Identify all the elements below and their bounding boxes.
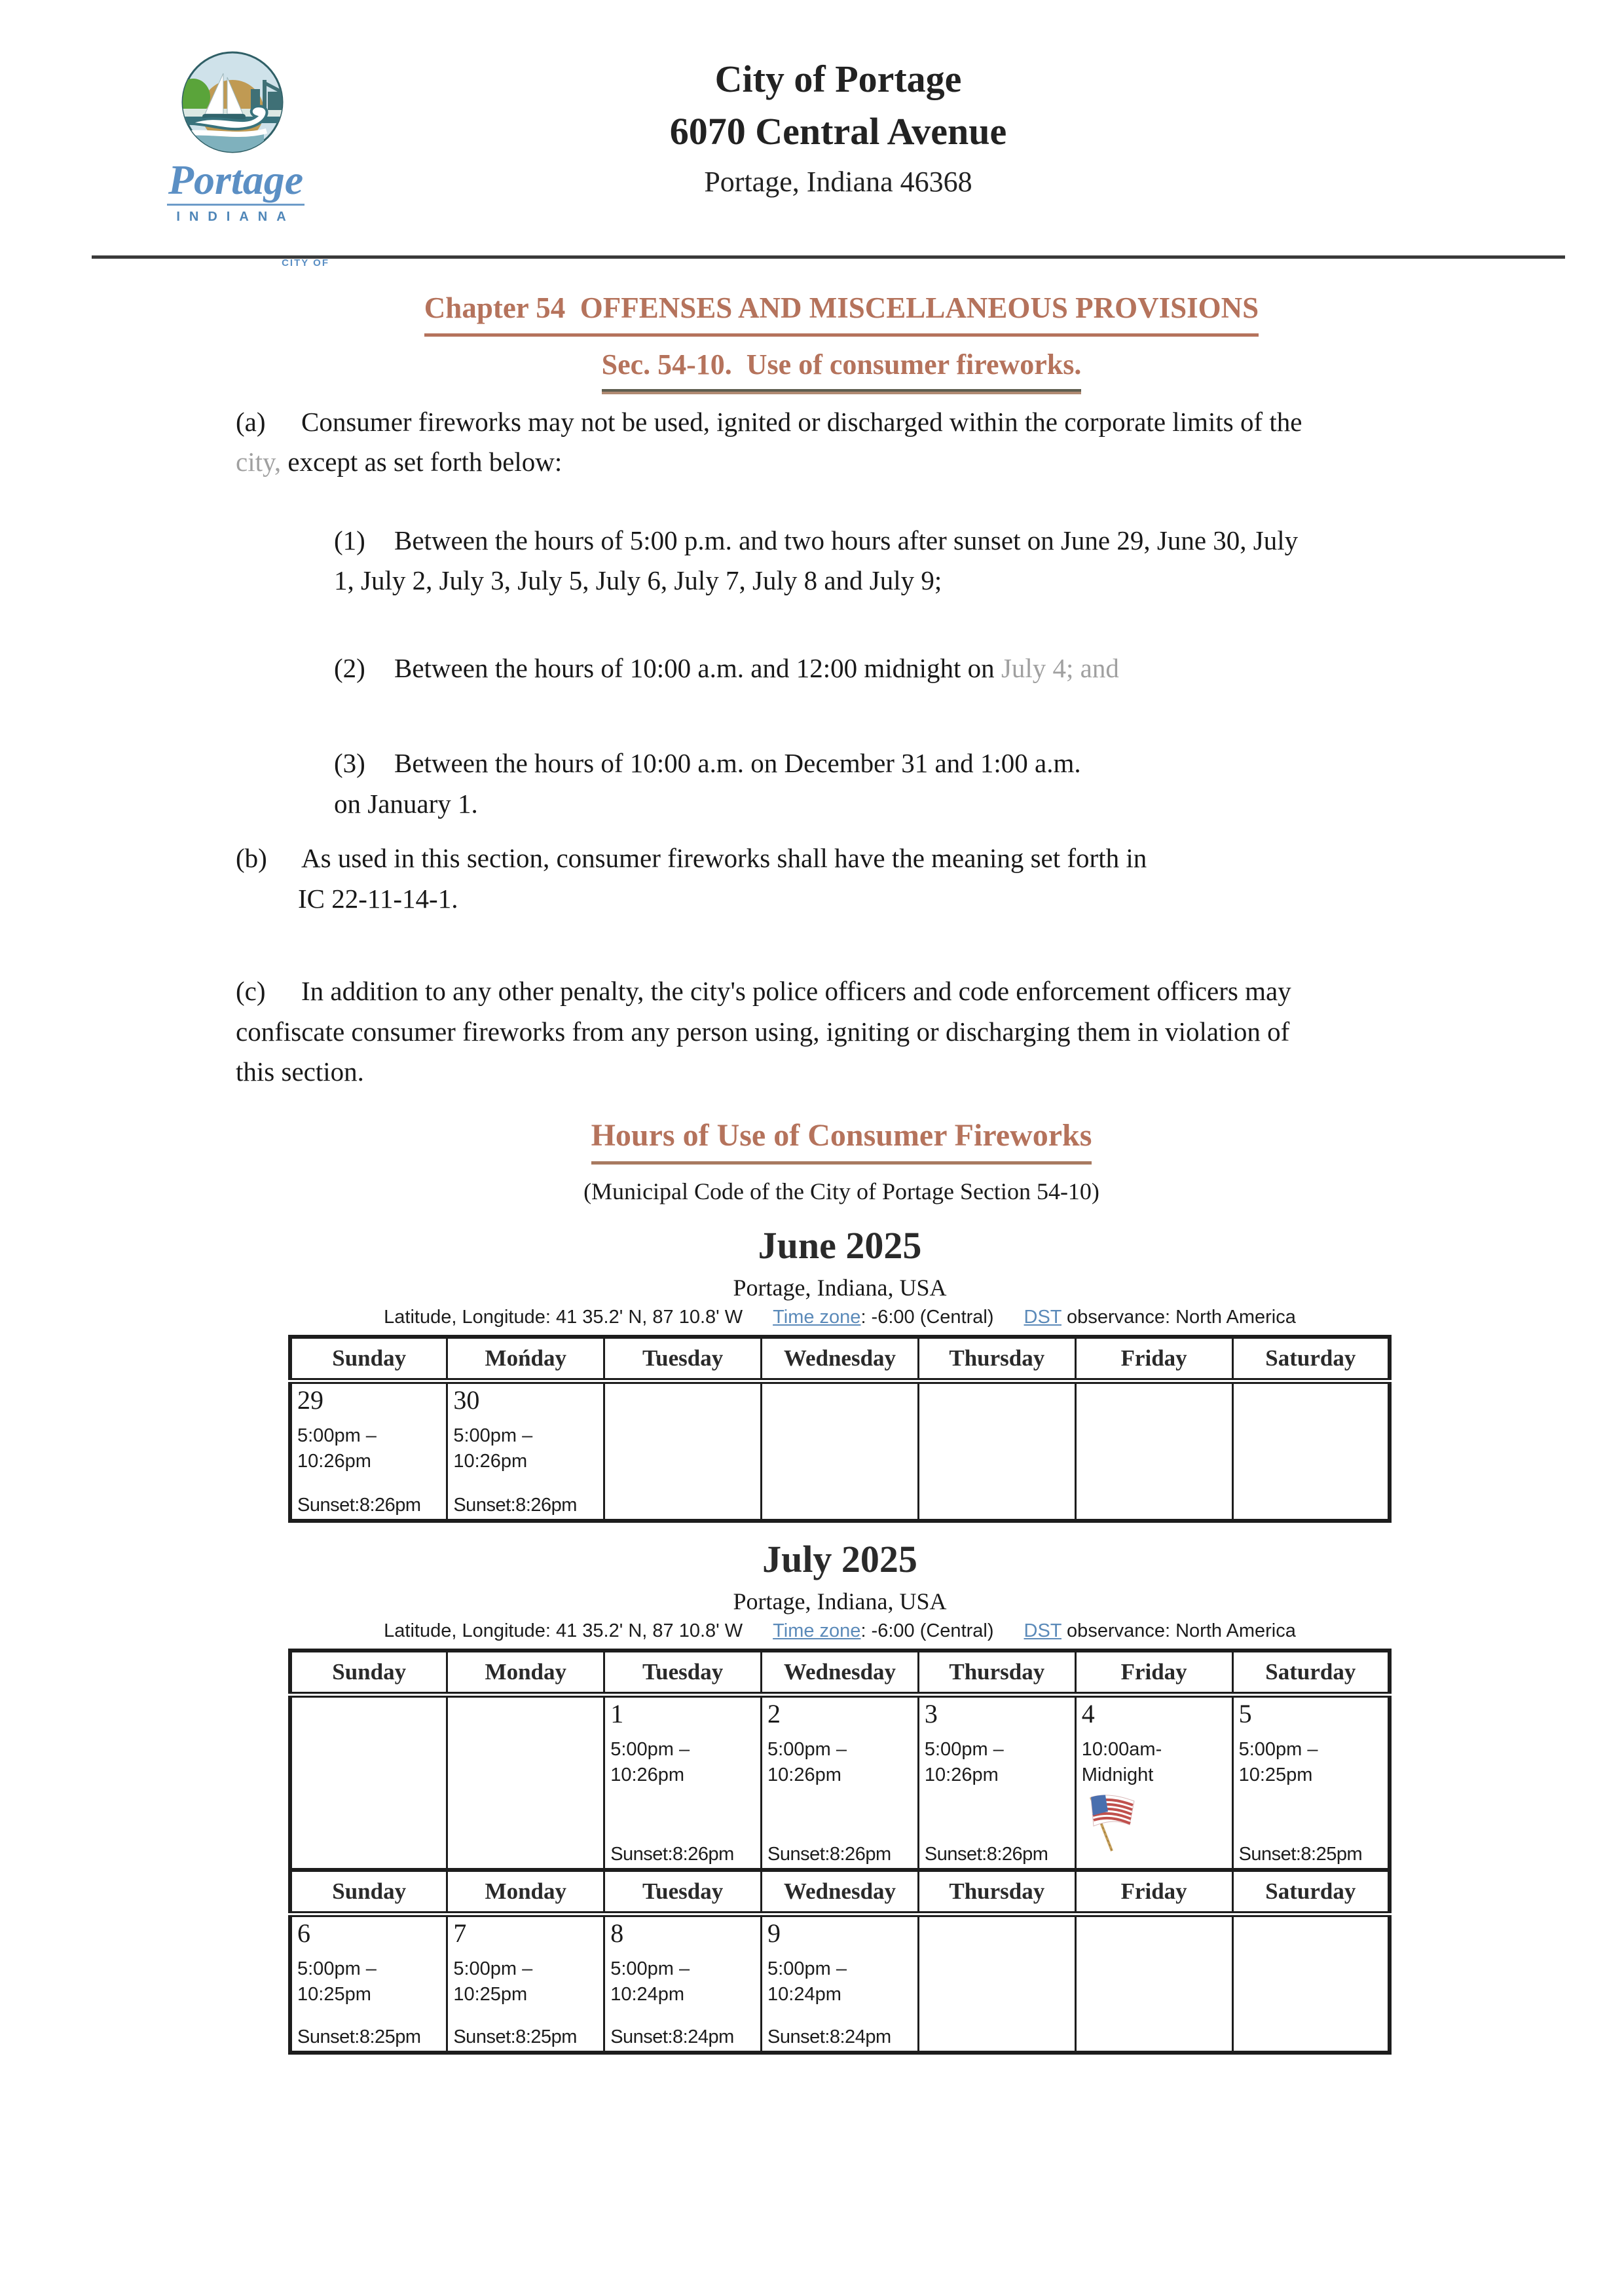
fireworks-hours-heading: Hours of Use of Consumer Fireworks bbox=[591, 1112, 1092, 1165]
chapter-heading: Chapter 54 OFFENSES AND MISCELLANEOUS PROVISIONS bbox=[424, 286, 1259, 337]
paragraph-a-label: (a) bbox=[236, 406, 266, 437]
cell-spacer bbox=[453, 1474, 600, 1495]
day-header-friday: Friday bbox=[1075, 1870, 1232, 1914]
calendar-day-cell bbox=[762, 1694, 919, 1870]
day-number: 6 bbox=[297, 1918, 310, 1948]
day-header-tuesday: Tuesday bbox=[604, 1337, 762, 1381]
calendar-empty-cell bbox=[1075, 1381, 1232, 1521]
hours-start: 5:00pm – bbox=[610, 1738, 690, 1760]
calendar-meta-line bbox=[288, 1620, 1392, 1642]
day-cell-content bbox=[297, 1920, 443, 2048]
day-cell-content bbox=[1082, 1920, 1229, 2048]
day-header-monday: Monday bbox=[447, 1870, 604, 1914]
permitted-hours bbox=[453, 1956, 600, 2007]
cell-spacer bbox=[1239, 1788, 1385, 1844]
faded-scan-text: city, bbox=[236, 447, 282, 477]
time-zone-value: : -6:00 (Central) bbox=[860, 1306, 994, 1328]
logo-portage-label: Portage bbox=[167, 159, 304, 206]
letterhead-city-state-zip: Portage, Indiana 46368 bbox=[704, 166, 972, 198]
day-header-saturday: Saturday bbox=[1232, 1870, 1390, 1914]
day-cell-content bbox=[925, 1920, 1072, 2048]
sunset-time: Sunset:8:26pm bbox=[297, 1494, 421, 1516]
hours-start: 5:00pm – bbox=[610, 1958, 690, 1979]
day-cell-content bbox=[297, 1700, 443, 1865]
hours-end: 10:25pm bbox=[297, 1983, 371, 2005]
item-3: (3) Between the hours of 10:00 a.m. on December 31 and 1:00 a.m. on January 1. bbox=[334, 748, 1081, 819]
calendar-day-cell bbox=[762, 1914, 919, 2053]
item-1: (1) Between the hours of 5:00 p.m. and two hours after sunset on June 29, June 30, July 1, July 2, July 3, July 5, July 6, July 7, July 8 and July 9; bbox=[334, 525, 1299, 595]
day-header-wednesday: Wednesday bbox=[762, 1337, 919, 1381]
day-header-sunday: Sunday bbox=[290, 1870, 447, 1914]
hours-start: 5:00pm – bbox=[767, 1958, 847, 1979]
day-cell-content bbox=[767, 1920, 915, 2048]
cell-spacer bbox=[297, 1474, 443, 1495]
day-number: 7 bbox=[453, 1918, 467, 1948]
day-header-row bbox=[290, 1870, 1390, 1914]
fireworks-calendars bbox=[288, 1223, 1392, 2055]
calendar-empty-cell bbox=[762, 1381, 919, 1521]
cell-spacer bbox=[297, 2007, 443, 2026]
cell-spacer bbox=[610, 2007, 758, 2026]
permitted-hours bbox=[453, 1423, 600, 1474]
hours-end: 10:26pm bbox=[924, 1764, 999, 1785]
permitted-hours bbox=[297, 1956, 443, 2007]
calendar-empty-cell bbox=[604, 1381, 762, 1521]
calendar-empty-cell bbox=[918, 1914, 1075, 2053]
day-header-saturday: Saturday bbox=[1232, 1337, 1390, 1381]
hours-end: Midnight bbox=[1081, 1764, 1154, 1785]
day-cell-content bbox=[767, 1700, 915, 1865]
permitted-hours bbox=[297, 1423, 443, 1474]
calendar-day-cell bbox=[290, 1381, 447, 1521]
hours-start: 5:00pm – bbox=[767, 1738, 847, 1760]
day-number: 5 bbox=[1238, 1698, 1252, 1728]
letterhead-address: 6070 Central Avenue bbox=[669, 110, 1007, 153]
hours-end: 10:25pm bbox=[1238, 1764, 1313, 1785]
paragraph-c: (c) In addition to any other penalty, the city's police officers and code enforcement officers may confiscate consumer fireworks from any person using, igniting or discharging them in violation of this section. bbox=[236, 976, 1291, 1087]
day-number: 3 bbox=[924, 1698, 938, 1728]
day-number: 2 bbox=[767, 1698, 781, 1728]
day-header-sunday: Sunday bbox=[290, 1337, 447, 1381]
permitted-hours bbox=[1082, 1737, 1229, 1788]
day-header-thursday: Thursday bbox=[918, 1870, 1075, 1914]
calendar-day-cell bbox=[604, 1694, 762, 1870]
letterhead-city: City of Portage bbox=[714, 58, 962, 100]
calendar-location: Portage, Indiana, USA bbox=[733, 1588, 947, 1614]
calendar-month-title: July 2025 bbox=[762, 1537, 917, 1580]
sunset-time: Sunset:8:25pm bbox=[1238, 1843, 1363, 1865]
calendar-day-cell bbox=[447, 1914, 604, 2053]
calendar-empty-cell bbox=[1232, 1914, 1390, 2053]
dst-observance-value: observance: North America bbox=[1061, 1306, 1296, 1328]
day-number: 4 bbox=[1081, 1698, 1095, 1728]
hours-end: 10:24pm bbox=[767, 1983, 841, 2005]
calendar-month-title: June 2025 bbox=[758, 1223, 922, 1267]
day-header-thursday: Thursday bbox=[918, 1651, 1075, 1695]
day-cell-content bbox=[925, 1387, 1072, 1516]
cell-spacer bbox=[453, 2007, 600, 2026]
time-zone-link[interactable]: Time zone bbox=[773, 1620, 861, 1641]
ordinance-section bbox=[236, 259, 1447, 1209]
hours-start: 5:00pm – bbox=[924, 1738, 1004, 1760]
sunset-time: Sunset:8:25pm bbox=[297, 2026, 421, 2047]
sunset-time: Sunset:8:25pm bbox=[453, 2026, 577, 2047]
sunset-time: Sunset:8:24pm bbox=[767, 2026, 891, 2047]
cell-spacer bbox=[767, 1788, 915, 1844]
hours-end: 10:24pm bbox=[610, 1983, 685, 2005]
day-cell-content bbox=[1082, 1387, 1229, 1516]
day-cell-content bbox=[453, 1700, 600, 1865]
calendar-week-row bbox=[290, 1694, 1390, 1870]
logo-city-of-label: CITY OF bbox=[282, 257, 329, 269]
day-header-sunday: Sunday bbox=[290, 1651, 447, 1695]
sunset-time: Sunset:8:24pm bbox=[610, 2026, 734, 2047]
day-number: 9 bbox=[767, 1918, 781, 1948]
day-header-monday: Monday bbox=[447, 1651, 604, 1695]
time-zone-link[interactable]: Time zone bbox=[773, 1306, 861, 1328]
day-cell-content bbox=[1239, 1387, 1385, 1516]
hours-end: 10:26pm bbox=[767, 1764, 841, 1785]
paragraph-b: (b) As used in this section, consumer fireworks shall have the meaning set forth in IC 22-11-14-1. bbox=[236, 843, 1147, 914]
dst-link[interactable]: DST bbox=[1024, 1620, 1061, 1641]
sunset-time: Sunset:8:26pm bbox=[453, 1494, 577, 1516]
hours-end: 10:26pm bbox=[453, 1450, 528, 1472]
day-cell-content bbox=[610, 1920, 758, 2048]
latitude-longitude-text: Latitude, Longitude: 41 35.2' N, 87 10.8' W bbox=[384, 1620, 743, 1641]
day-cell-content bbox=[767, 1387, 915, 1516]
day-header-wednesday: Wednesday bbox=[762, 1651, 919, 1695]
day-cell-content bbox=[297, 1387, 443, 1516]
letterhead bbox=[0, 0, 1624, 269]
permitted-hours bbox=[610, 1737, 758, 1788]
calendar-day-cell bbox=[604, 1914, 762, 2053]
latitude-longitude-text: Latitude, Longitude: 41 35.2' N, 87 10.8' W bbox=[384, 1306, 743, 1328]
calendar-day-cell bbox=[1232, 1694, 1390, 1870]
dst-link[interactable]: DST bbox=[1024, 1306, 1061, 1328]
day-header-row bbox=[290, 1337, 1390, 1381]
day-cell-content bbox=[1239, 1920, 1385, 2048]
day-header-wednesday: Wednesday bbox=[762, 1870, 919, 1914]
sunset-time: Sunset:8:26pm bbox=[924, 1843, 1048, 1865]
cell-spacer bbox=[767, 2007, 915, 2026]
cell-spacer bbox=[1082, 1854, 1229, 1865]
calendar-week-row bbox=[290, 1914, 1390, 2053]
day-number: 1 bbox=[610, 1698, 624, 1728]
hours-end: 10:26pm bbox=[610, 1764, 685, 1785]
calendar-meta-line bbox=[288, 1307, 1392, 1328]
calendar-day-cell bbox=[918, 1694, 1075, 1870]
day-number: 29 bbox=[297, 1385, 323, 1415]
calendar-location: Portage, Indiana, USA bbox=[733, 1274, 947, 1301]
day-cell-content bbox=[453, 1387, 600, 1516]
day-header-tuesday: Tuesday bbox=[604, 1870, 762, 1914]
day-header-row bbox=[290, 1651, 1390, 1695]
day-cell-content bbox=[610, 1700, 758, 1865]
day-header-friday: Friday bbox=[1075, 1337, 1232, 1381]
calendar-day-cell bbox=[447, 1381, 604, 1521]
calendar-day-cell bbox=[1075, 1694, 1232, 1870]
calendar-table-july bbox=[288, 1649, 1392, 2055]
calendar-empty-cell bbox=[290, 1694, 447, 1870]
logo-indiana-label: INDIANA bbox=[176, 210, 295, 224]
hours-start: 5:00pm – bbox=[453, 1958, 533, 1979]
permitted-hours bbox=[925, 1737, 1072, 1788]
day-cell-content bbox=[610, 1387, 758, 1516]
calendar-table-june bbox=[288, 1335, 1392, 1523]
us-flag-icon bbox=[1084, 1792, 1142, 1854]
paragraph-a: (a) Consumer fireworks may not be used, ignited or discharged within the corporate limits of the city, except as set forth below: bbox=[236, 402, 1447, 483]
hours-end: 10:26pm bbox=[297, 1450, 371, 1472]
calendar-empty-cell bbox=[918, 1381, 1075, 1521]
calendar-empty-cell bbox=[1232, 1381, 1390, 1521]
time-zone-value: : -6:00 (Central) bbox=[860, 1620, 994, 1641]
day-cell-content bbox=[925, 1700, 1072, 1865]
ordinance-items bbox=[334, 521, 1447, 825]
permitted-hours bbox=[610, 1956, 758, 2007]
dst-observance-value: observance: North America bbox=[1061, 1620, 1296, 1641]
hours-start: 5:00pm – bbox=[297, 1958, 377, 1979]
day-cell-content bbox=[453, 1920, 600, 2048]
calendar-empty-cell bbox=[447, 1694, 604, 1870]
day-number: 8 bbox=[610, 1918, 624, 1948]
sunset-time: Sunset:8:26pm bbox=[610, 1843, 734, 1865]
section-heading: Sec. 54-10. Use of consumer fireworks. bbox=[602, 343, 1082, 392]
day-header-tuesday: Tuesday bbox=[604, 1651, 762, 1695]
hours-start: 5:00pm – bbox=[1238, 1738, 1318, 1760]
permitted-hours bbox=[767, 1956, 915, 2007]
hours-end: 10:25pm bbox=[453, 1983, 528, 2005]
day-cell-content bbox=[1082, 1700, 1229, 1865]
calendar-empty-cell bbox=[1075, 1914, 1232, 2053]
hours-start: 5:00pm – bbox=[453, 1425, 533, 1446]
calendar-week-row bbox=[290, 1381, 1390, 1521]
municipal-code-subheading: (Municipal Code of the City of Portage Section 54-10) bbox=[583, 1178, 1099, 1204]
cell-spacer bbox=[610, 1788, 758, 1844]
permitted-hours bbox=[767, 1737, 915, 1788]
day-header-thursday: Thursday bbox=[918, 1337, 1075, 1381]
faded-scan-text: July 4; and bbox=[1001, 652, 1119, 683]
item-2: (2) Between the hours of 10:00 a.m. and 12:00 midnight on July 4; and bbox=[334, 652, 1119, 683]
permitted-hours bbox=[1239, 1737, 1385, 1788]
hours-start: 10:00am- bbox=[1081, 1738, 1162, 1760]
cell-spacer bbox=[925, 1788, 1072, 1844]
day-header-friday: Friday bbox=[1075, 1651, 1232, 1695]
day-cell-content bbox=[1239, 1700, 1385, 1865]
day-number: 30 bbox=[453, 1385, 480, 1415]
sunset-time: Sunset:8:26pm bbox=[767, 1843, 891, 1865]
day-header-monday: Mońday bbox=[447, 1337, 604, 1381]
hours-start: 5:00pm – bbox=[297, 1425, 377, 1446]
calendar-day-cell bbox=[290, 1914, 447, 2053]
day-header-saturday: Saturday bbox=[1232, 1651, 1390, 1695]
